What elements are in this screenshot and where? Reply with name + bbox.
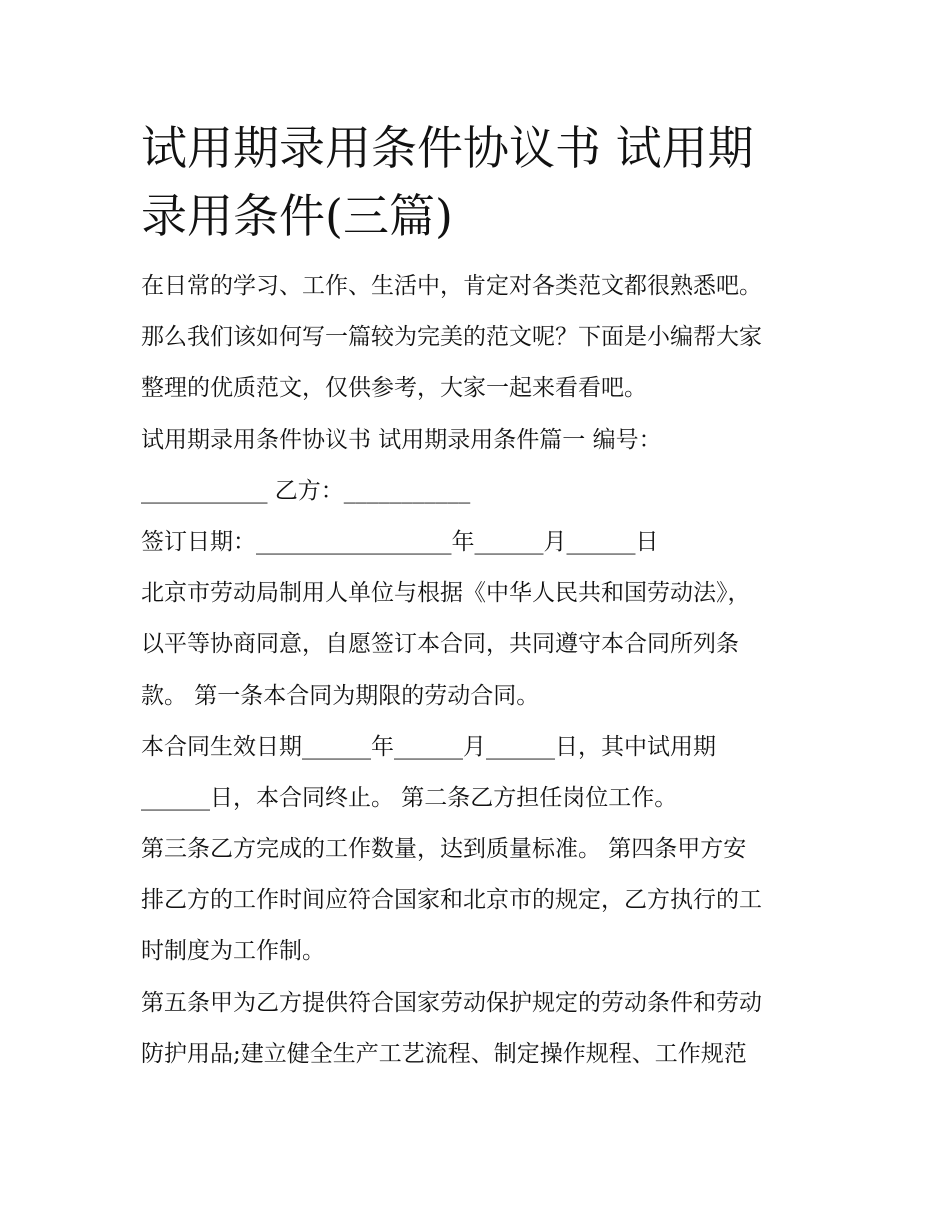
body-line: 以平等协商同意，自愿签订本合同，共同遵守本合同所列条	[141, 631, 739, 658]
body-line: ______日，本合同终止。 第二条乙方担任岗位工作。	[141, 784, 678, 811]
body-line: 防护用品;建立健全生产工艺流程、制定操作规程、工作规范	[141, 1040, 747, 1067]
body-line: 北京市劳动局制用人单位与根据《中华人民共和国劳动法》，	[141, 580, 751, 607]
body-line: 整理的优质范文，仅供参考，大家一起来看看吧。	[141, 375, 647, 402]
body-line: 时制度为工作制。	[141, 938, 325, 965]
document-title	[141, 114, 821, 250]
body-line: 那么我们该如何写一篇较为完美的范文呢？下面是小编帮大家	[141, 324, 762, 351]
body-line: 试用期录用条件协议书 试用期录用条件篇一 编号：	[141, 426, 662, 453]
body-line: 签订日期：_________________年______月______日	[141, 528, 659, 555]
body-line: 在日常的学习、工作、生活中，肯定对各类范文都很熟悉吧。	[141, 273, 762, 299]
title-line-1: 试用期录用条件协议书 试用期	[141, 121, 754, 175]
body-line: 第五条甲为乙方提供符合国家劳动保护规定的劳动条件和劳动	[141, 989, 762, 1016]
body-line: ___________ 乙方：___________	[141, 477, 471, 504]
body-line: 第三条乙方完成的工作数量，达到质量标准。 第四条甲方安	[141, 836, 747, 863]
title-line-2: 录用条件(三篇)	[141, 189, 453, 243]
document-body	[141, 274, 831, 1067]
body-line: 款。 第一条本合同为期限的劳动合同。	[141, 682, 540, 709]
body-line: 本合同生效日期______年______月______日，其中试用期	[141, 733, 716, 760]
body-line: 排乙方的工作时间应符合国家和北京市的规定，乙方执行的工	[141, 887, 762, 914]
